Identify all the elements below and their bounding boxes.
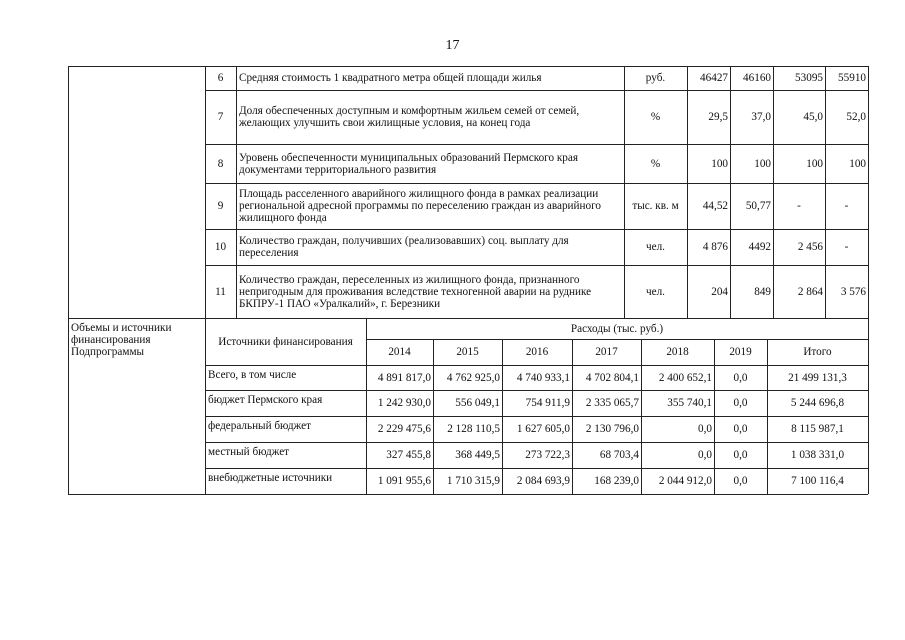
- indicator-name: Количество граждан, переселенных из жилищного фонда, признанного непригодным для проживания вследствие техногенной аварии на руднике БКПРУ-1 ПАО «Уралкалий», г. Березники: [239, 273, 592, 310]
- financing-value: 1 038 331,0: [790, 449, 845, 461]
- indicator-unit: %: [650, 157, 661, 170]
- financing-source: Всего, в том числе: [208, 369, 297, 381]
- financing-value: 368 449,5: [455, 449, 500, 461]
- indicator-value: 55910: [838, 72, 866, 84]
- financing-value: 273 722,3: [525, 449, 570, 461]
- year-header: 2019: [729, 346, 752, 358]
- financing-value: 2 128 110,5: [447, 423, 500, 435]
- indicator-value: 2 864: [797, 285, 823, 298]
- year-header: 2016: [525, 346, 549, 358]
- financing-value: 2 084 693,9: [516, 475, 570, 487]
- financing-value: 2 130 796,0: [585, 423, 639, 435]
- indicator-name: Доля обеспеченных доступным и комфортным жильем семей от семей, желающих улучшить свои жилищные условия, на конец года: [239, 105, 580, 129]
- indicator-value: 46160: [743, 72, 771, 84]
- indicator-value: 3 576: [840, 285, 866, 298]
- financing-value: 2 229 475,6: [377, 423, 431, 435]
- financing-value: 4 740 933,1: [516, 371, 570, 384]
- indicator-value: 45,0: [803, 111, 823, 123]
- indicator-value: 29,5: [708, 111, 728, 123]
- financing-value: 21 499 131,3: [788, 371, 847, 384]
- financing-value: 4 762 925,0: [446, 371, 500, 384]
- indicator-value: 37,0: [751, 111, 771, 123]
- indicator-name: Количество граждан, получивших (реализовавших) соц. выплату для переселения: [239, 235, 569, 259]
- financing-value: 4 891 817,0: [377, 371, 431, 384]
- indicator-name: Площадь расселенного аварийного жилищного фонда в рамках реализации региональной адресной программы по переселению граждан из аварийного жилищного фонда: [239, 188, 602, 224]
- financing-value: 327 455,8: [386, 449, 431, 461]
- indicator-value: 46427: [700, 72, 728, 84]
- indicator-value: 100: [806, 157, 823, 170]
- financing-value: 7 100 116,4: [791, 475, 844, 487]
- financing-value: 0,0: [733, 423, 748, 435]
- indicator-value: -: [844, 200, 849, 212]
- financing-value: 355 740,1: [667, 397, 712, 409]
- expenses-header: Расходы (тыс. руб.): [570, 322, 664, 335]
- financing-value: 8 115 987,1: [791, 423, 844, 435]
- indicator-name: Уровень обеспеченности муниципальных образований Пермского края документами территориального развития: [239, 151, 579, 176]
- financing-value: 1 091 955,6: [377, 475, 431, 487]
- year-header: 2017: [595, 346, 618, 358]
- year-header: 2015: [456, 346, 479, 358]
- indicator-value: 100: [849, 157, 866, 170]
- indicator-value: 4 876: [702, 241, 728, 253]
- financing-source: федеральный бюджет: [208, 420, 311, 432]
- indicator-number: 6: [217, 72, 224, 84]
- indicator-unit: руб.: [645, 72, 666, 84]
- page-number: 17: [445, 38, 460, 53]
- financing-source: внебюджетные источники: [208, 472, 333, 484]
- indicator-value: 44,52: [702, 200, 728, 212]
- indicator-value: 204: [711, 285, 728, 298]
- financing-value: 556 049,1: [455, 397, 500, 409]
- financing-section-label: Объемы и источники финансирования Подпрограммы: [71, 322, 172, 358]
- indicator-value: 4492: [748, 241, 771, 253]
- indicator-unit: %: [650, 111, 661, 123]
- year-header: 2014: [388, 346, 411, 358]
- indicator-value: 2 456: [797, 241, 823, 253]
- financing-value: 168 239,0: [594, 475, 639, 487]
- indicator-unit: чел.: [646, 241, 665, 253]
- financing-value: 1 242 930,0: [377, 397, 431, 409]
- financing-source: бюджет Пермского края: [208, 394, 323, 406]
- financing-value: 68 703,4: [599, 449, 639, 461]
- financing-source: местный бюджет: [208, 446, 290, 458]
- financing-value: 4 702 804,1: [585, 371, 639, 384]
- financing-value: 2 044 912,0: [658, 475, 712, 487]
- indicator-name: Средняя стоимость 1 квадратного метра общей площади жилья: [239, 72, 542, 84]
- indicator-value: 50,77: [745, 200, 771, 212]
- year-header: Итого: [803, 346, 832, 358]
- indicator-unit: тыс. кв. м: [632, 200, 679, 212]
- indicator-unit: чел.: [646, 285, 665, 298]
- indicator-number: 8: [217, 157, 224, 170]
- indicator-value: 849: [754, 285, 771, 298]
- indicator-value: -: [797, 200, 801, 212]
- indicator-value: 100: [711, 157, 728, 170]
- financing-value: 754 911,9: [525, 397, 570, 409]
- year-header: 2018: [666, 346, 689, 358]
- indicator-value: 52,0: [846, 111, 866, 123]
- financing-value: 0,0: [733, 371, 748, 384]
- indicator-value: 53095: [795, 72, 823, 84]
- indicator-number: 10: [214, 241, 227, 253]
- table-border-right: [868, 66, 869, 494]
- financing-value: 1 627 605,0: [516, 423, 570, 435]
- table-border-bottom: [68, 494, 868, 495]
- financing-value: 2 400 652,1: [658, 371, 712, 384]
- sources-header: Источники финансирования: [218, 335, 353, 348]
- financing-value: 0,0: [698, 423, 712, 435]
- indicator-number: 11: [215, 285, 226, 298]
- indicator-number: 7: [217, 111, 224, 123]
- financing-value: 0,0: [733, 449, 748, 461]
- financing-value: 2 335 065,7: [585, 397, 639, 409]
- financing-value: 0,0: [733, 397, 748, 409]
- financing-value: 0,0: [733, 475, 748, 487]
- financing-value: 0,0: [698, 449, 712, 461]
- indicator-number: 9: [217, 200, 224, 212]
- financing-value: 1 710 315,9: [446, 475, 500, 487]
- indicator-value: 100: [754, 157, 771, 170]
- indicator-value: -: [844, 241, 849, 253]
- financing-value: 5 244 696,8: [790, 397, 845, 409]
